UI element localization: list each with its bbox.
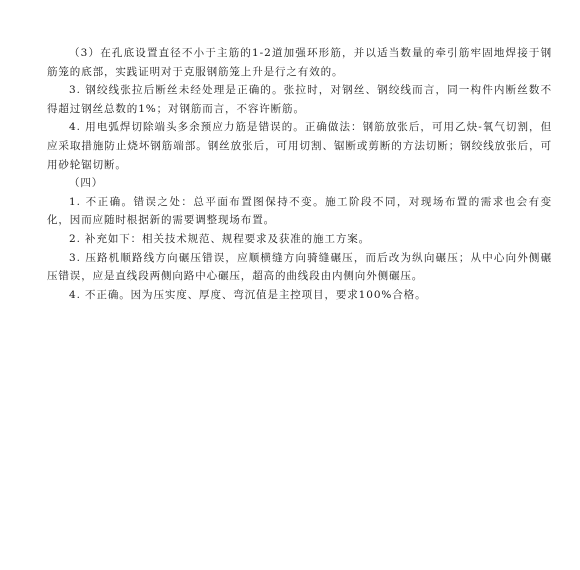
paragraph-answer-3-rolling: 3. 压路机顺路线方向碾压错误，应顺横缝方向骑缝碾压，而后改为纵向碾压；从中心向外侧碾压错误，应是直线段两侧向路中心碾压，超高的曲线段由内侧向外侧碾压。 bbox=[47, 251, 552, 283]
paragraph-answer-4-cutting: 4. 用电弧焊切除端头多余预应力筋是错误的。正确做法：钢筋放张后，可用乙炔-氧气切割，但应采取措施防止烧坏钢筋端部。钢丝放张后，可用切割、锯断或剪断的方法切断；钢绞线放张后，可用砂轮锯切断。 bbox=[47, 121, 552, 171]
section-heading-4: （四） bbox=[69, 177, 104, 190]
paragraph-rebar-cage-anti-float: （3）在孔底设置直径不小于主筋的1-2道加强环形筋，并以适当数量的牵引筋牢固地焊接于钢筋笼的底部，实践证明对于克服钢筋笼上升是行之有效的。 bbox=[47, 47, 552, 78]
text-block bbox=[47, 44, 552, 304]
paragraph-answer-4-compaction: 4. 不正确。因为压实度、厚度、弯沉值是主控项目，要求100%合格。 bbox=[69, 288, 427, 301]
paragraph-answer-2-supplement: 2. 补充如下：相关技术规范、规程要求及获准的施工方案。 bbox=[69, 232, 371, 245]
paragraph-answer-3-broken-wire: 3. 钢绞线张拉后断丝未经处理是正确的。张拉时，对钢丝、钢绞线而言，同一构件内断丝数不得超过钢丝总数的1%；对钢筋而言，不容许断筋。 bbox=[47, 84, 552, 115]
paragraph-answer-1-site-layout: 1. 不正确。错误之处：总平面布置图保持不变。施工阶段不同，对现场布置的需求也会有变化，因而应随时根据新的需要调整现场布置。 bbox=[47, 195, 552, 227]
